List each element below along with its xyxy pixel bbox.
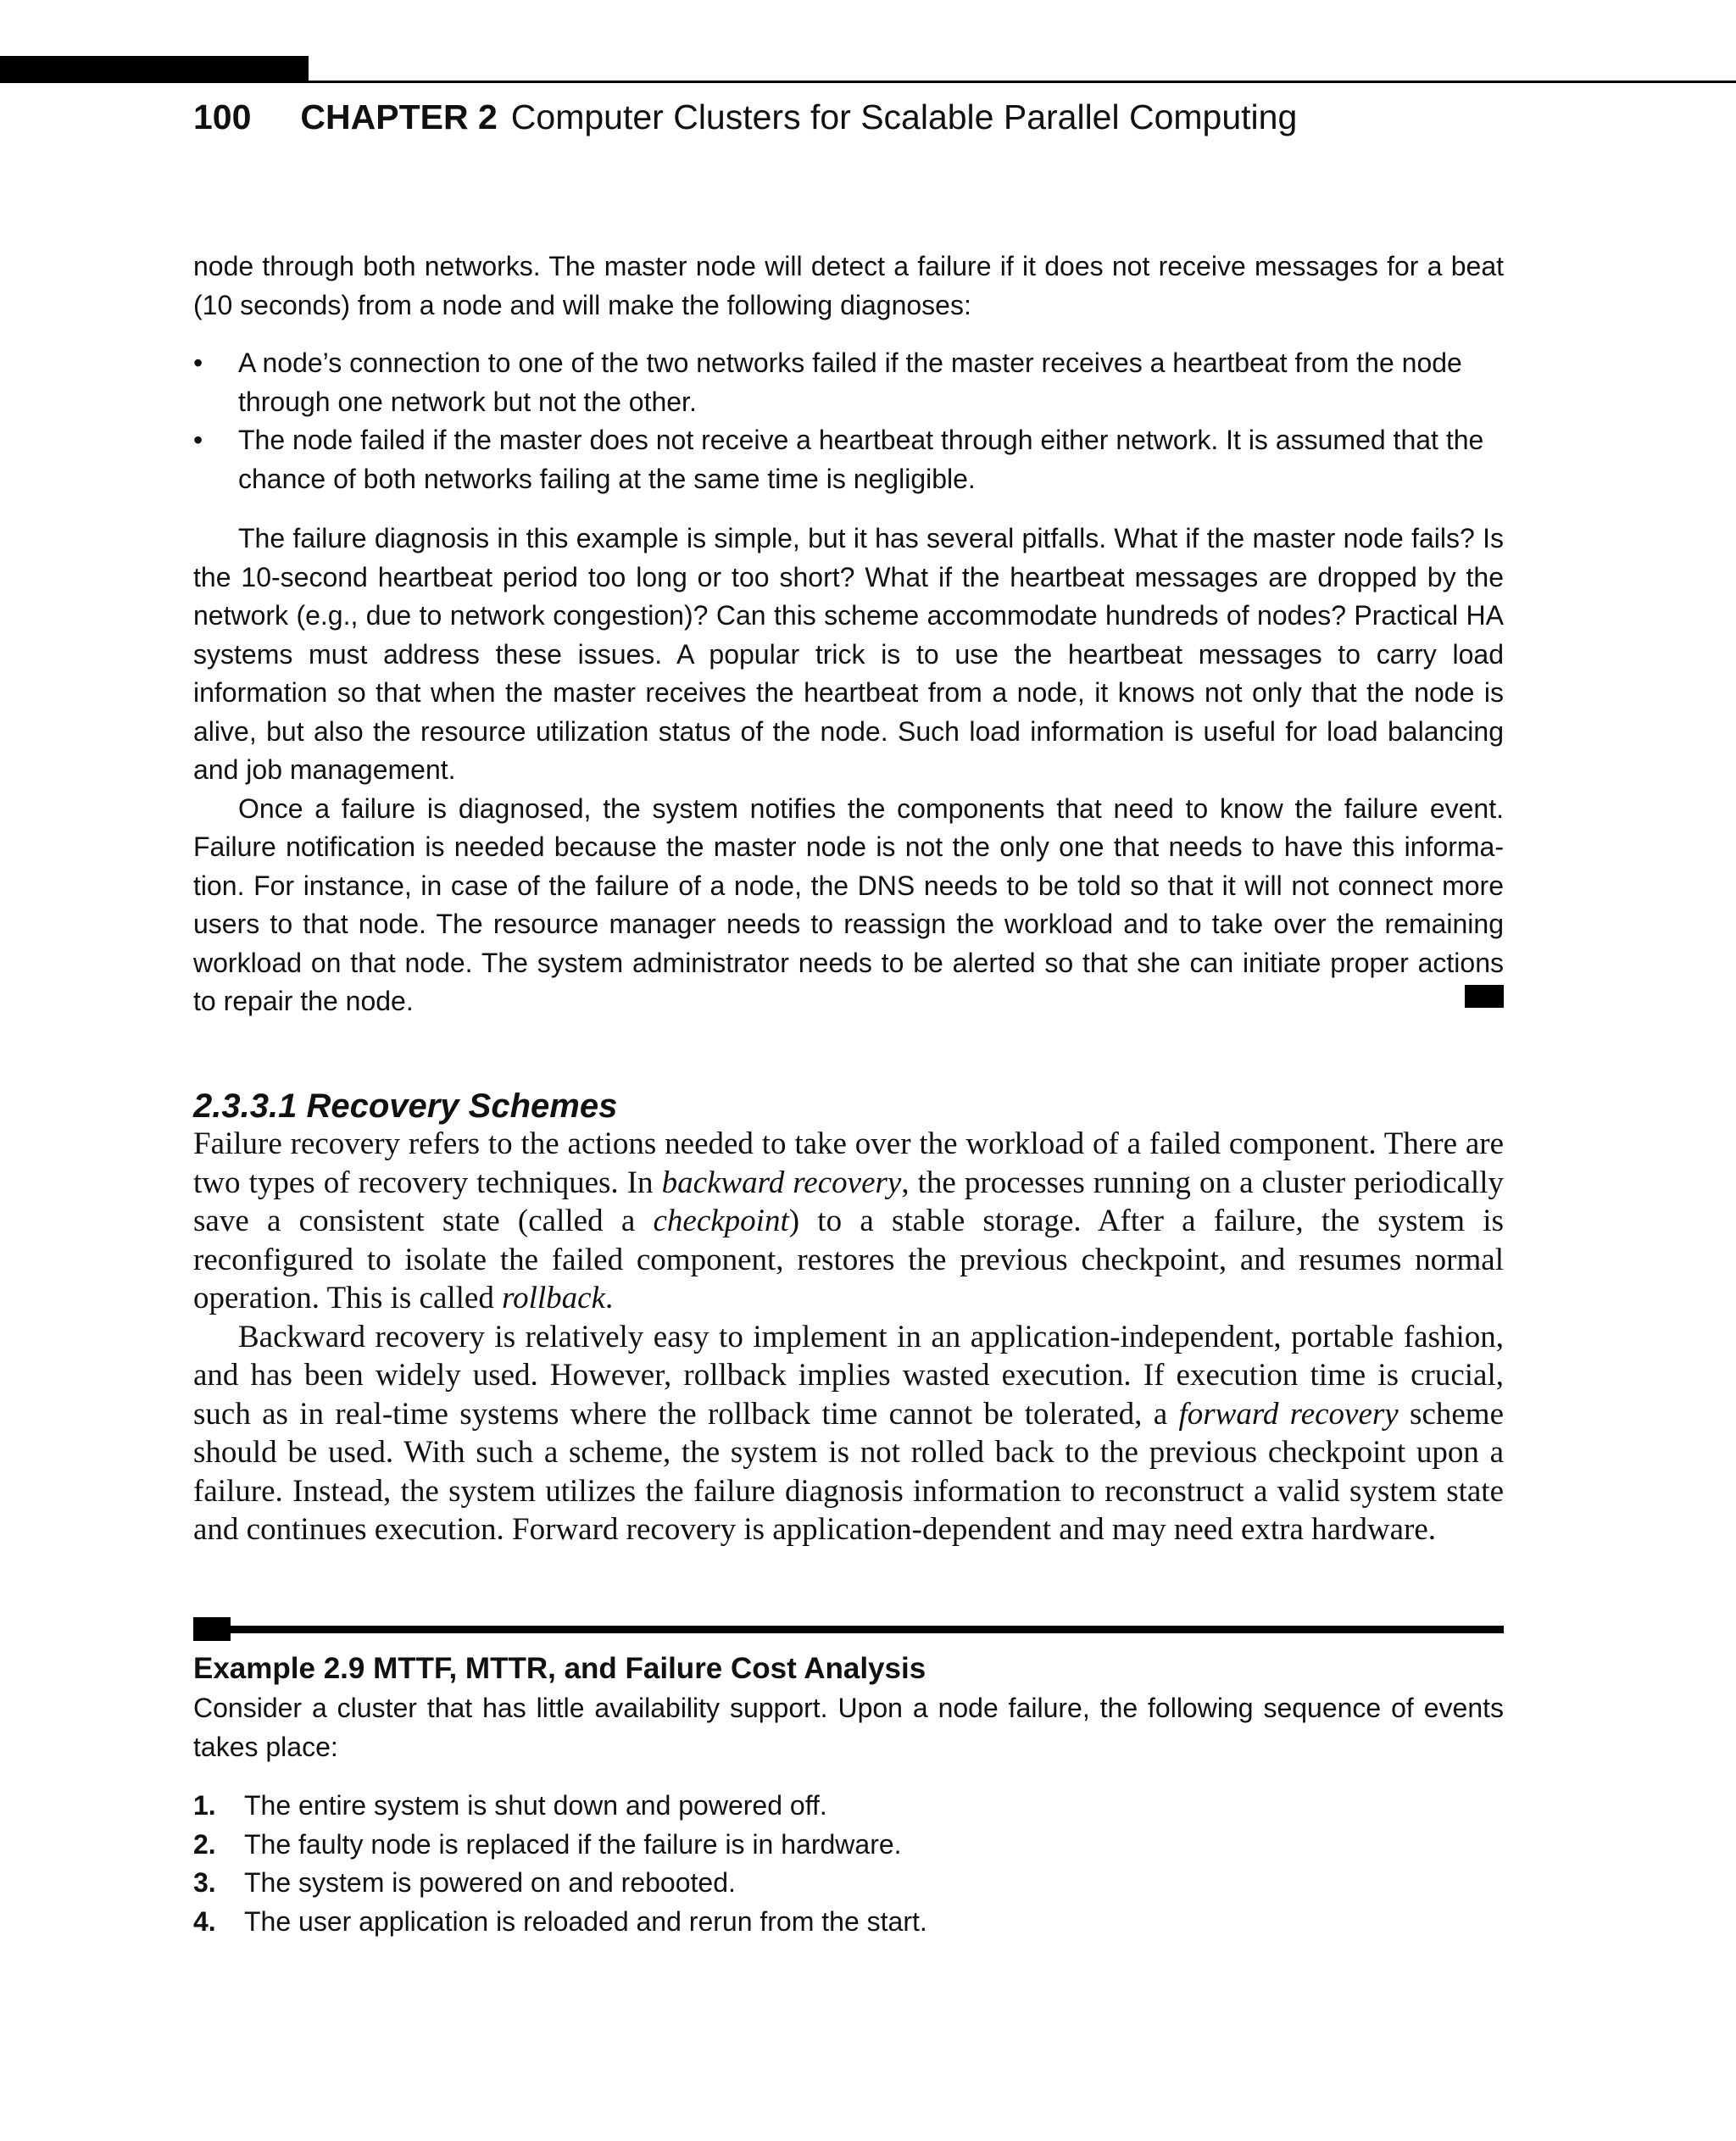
step-text: The faulty node is replaced if the failure is in hardware. — [244, 1828, 902, 1860]
step-number: 1. — [193, 1790, 216, 1821]
list-item-text: The node failed if the master does not receive a heartbeat through either network. It is assumed that the chance of both networks failing at the same time is negligible. — [238, 425, 1484, 494]
step-number: 2. — [193, 1828, 216, 1860]
term-backward-recovery: backward recovery — [661, 1165, 902, 1200]
example-title: Example 2.9 MTTF, MTTR, and Failure Cost Analysis — [193, 1652, 926, 1685]
running-head — [193, 95, 1297, 139]
term-forward-recovery: forward recovery — [1178, 1396, 1399, 1432]
intro-paragraph: node through both networks. The master node will detect a failure if it does not receive messages for a beat (10 seconds) from a node and will make the following diagnoses: — [193, 251, 1504, 320]
recovery-block — [193, 1125, 1504, 1549]
list-item-text: A node’s connection to one of the two networks failed if the master receives a heartbeat from the node through one network but not the other. — [238, 348, 1462, 417]
example-steps — [193, 1787, 1504, 1941]
paragraph: Once a failure is diagnosed, the system notifies the components that need to know the failure event. Failure notification is needed because the master node is not the only one that needs to have this information. For instance, in case of the failure of a node, the DNS needs to be told so that it will not connect more users to that node. The resource manager needs to reassign the workload and to take over the remaining workload on that node. The system administrator needs to be alerted so that she can initiate proper actions to repair the node. — [193, 792, 1504, 1016]
term-rollback: rollback — [502, 1281, 606, 1315]
step-number: 4. — [193, 1905, 216, 1937]
step-number: 3. — [193, 1867, 216, 1898]
paragraph: Backward recovery is relatively easy to implement in an application-independent, portable fashion, and has been widely used. However, rollback implies wasted execution. If execution time is crucial, such as in real-time systems where the rollback time cannot be tolerated, a forward recovery scheme should be used. With such a scheme, the system is not rolled back to the previous checkpoint upon a failure. Instead, the system utilizes the failure diagnosis information to reconstruct a valid system state and continues execution. Forward recovery is application-dependent and may need extra hardware. — [193, 1319, 1504, 1547]
paragraph: Failure recovery refers to the actions needed to take over the workload of a failed component. There are two types of recovery techniques. In backward recovery, the processes running on a cluster periodically save a consistent state (called a checkpoint) to a stable storage. After a failure, the system is reconfigured to isolate the failed component, restores the previous checkpoint, and resumes normal operation. This is called rollback. — [193, 1126, 1504, 1315]
list-item — [193, 1787, 1504, 1826]
header-bar — [0, 56, 309, 83]
example-intro-block — [193, 1689, 1504, 1766]
step-text: The user application is reloaded and rerun from the start. — [244, 1905, 927, 1937]
intro-block — [193, 247, 1504, 325]
header-rule — [309, 81, 1736, 83]
example-rule — [193, 1626, 1504, 1633]
step-text: The system is powered on and rebooted. — [244, 1867, 736, 1898]
step-text: The entire system is shut down and powered off. — [244, 1790, 827, 1821]
example-intro: Consider a cluster that has little availability support. Upon a node failure, the following sequence of events takes place: — [193, 1693, 1504, 1762]
bullet-icon: • — [193, 348, 203, 378]
page-number: 100 — [193, 97, 252, 136]
list-item — [193, 1903, 1504, 1942]
pitfalls-block — [193, 520, 1504, 1021]
diagnosis-list — [193, 344, 1504, 498]
end-of-example-mark — [1465, 985, 1504, 1008]
term-checkpoint: checkpoint — [653, 1204, 789, 1238]
paragraph: The failure diagnosis in this example is simple, but it has several pitfalls. What if the master node fails? Is the 10-second heartbeat period too long or too short? What if the heartbeat messages are dropped by the network (e.g., due to network congestion)? Can this scheme accommodate hundreds of nodes? Practical HA systems must address these issues. A popular trick is to use the heartbeat messages to carry load information so that when the master receives the heartbeat from a node, it knows not only that the node is alive, but also the resource utilization status of the node. Such load information is useful for load balancing and job management. — [193, 523, 1504, 785]
list-item — [193, 421, 1504, 498]
list-item — [193, 344, 1504, 421]
section-heading: 2.3.3.1 Recovery Schemes — [193, 1087, 618, 1125]
list-item — [193, 1864, 1504, 1903]
chapter-label: CHAPTER 2 — [300, 97, 498, 136]
bullet-icon: • — [193, 425, 203, 455]
example-marker — [193, 1617, 231, 1641]
list-item — [193, 1826, 1504, 1865]
chapter-title: Computer Clusters for Scalable Parallel Computing — [510, 97, 1298, 136]
